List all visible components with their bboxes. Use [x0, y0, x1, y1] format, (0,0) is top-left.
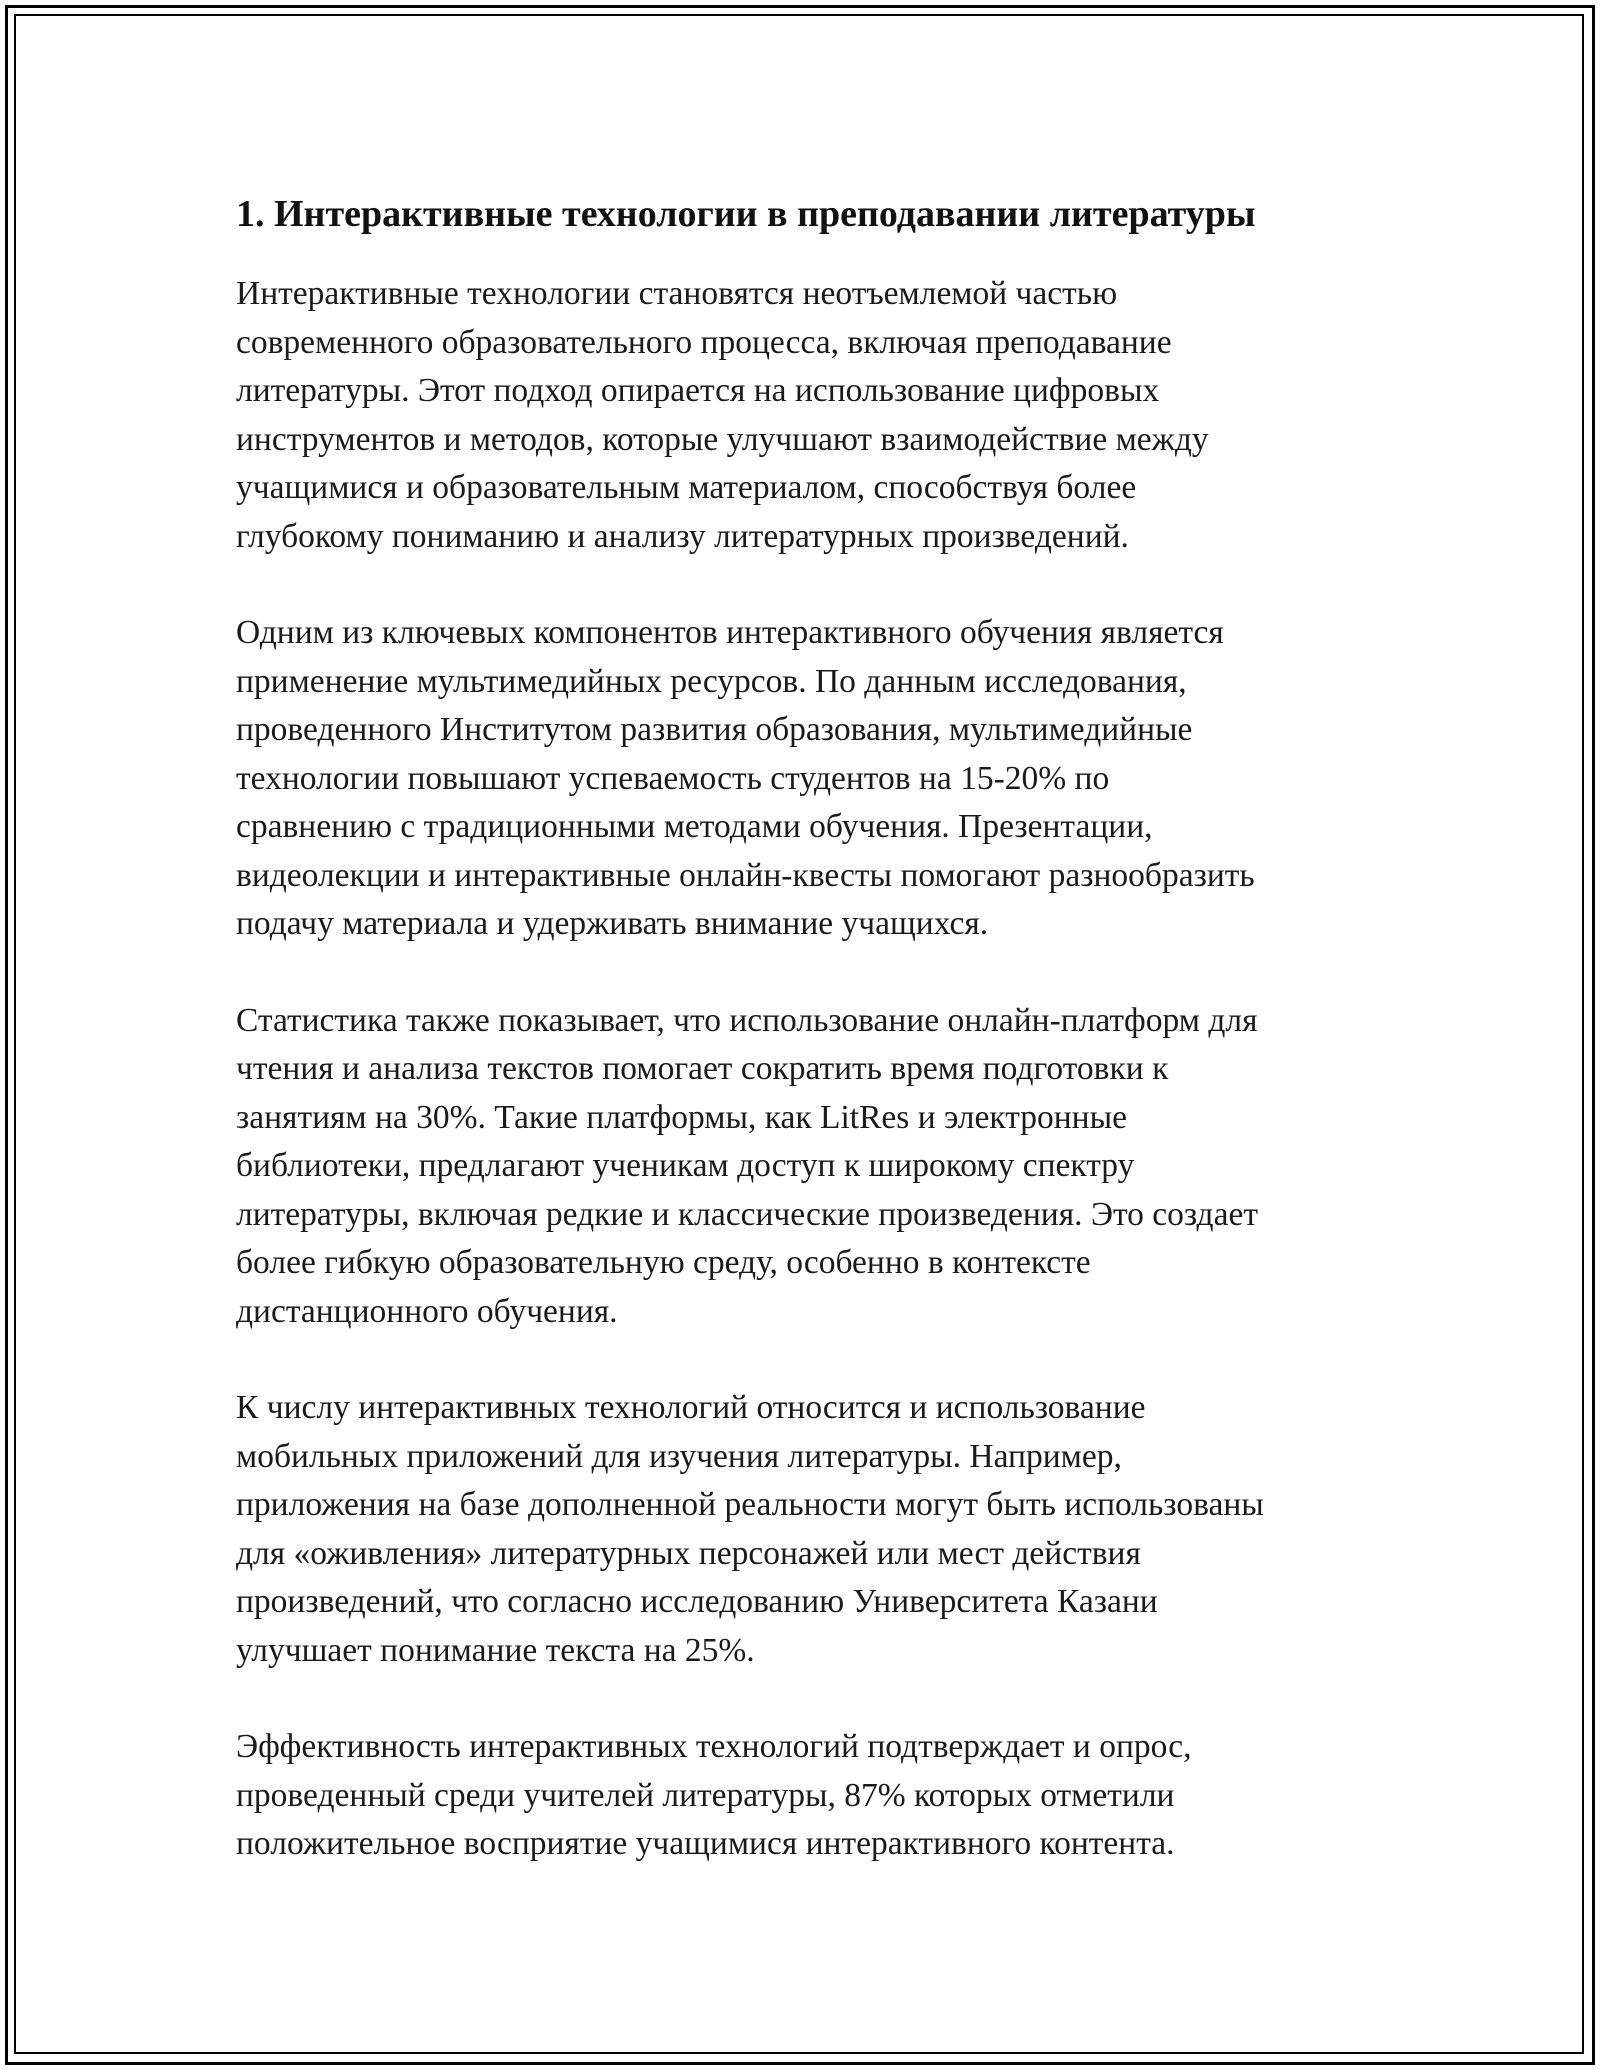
paragraph-1	[236, 270, 1376, 561]
paragraph-line: для «оживления» литературных персонажей или мест действия	[236, 1534, 1141, 1572]
paragraph-line: литературы, включая редкие и классические произведения. Это создает	[236, 1195, 1258, 1233]
paragraph-line: проведенный среди учителей литературы, 87% которых отметили	[236, 1776, 1175, 1814]
paragraph-line: улучшает понимание текста на 25%.	[236, 1631, 755, 1669]
paragraph-line: дистанционного обучения.	[236, 1292, 618, 1330]
paragraph-line: подачу материала и удерживать внимание учащихся.	[236, 905, 989, 942]
paragraph-line: мобильных приложений для изучения литературы. Например,	[236, 1437, 1122, 1475]
paragraph-line: положительное восприятие учащимися интерактивного контента.	[236, 1825, 1175, 1862]
paragraph-line: чтения и анализа текстов помогает сократить время подготовки к	[236, 1050, 1169, 1087]
paragraph-line: литературы. Этот подход опирается на использование цифровых	[236, 372, 1160, 409]
paragraph-line: современного образовательного процесса, включая преподавание	[236, 323, 1172, 361]
paragraph-line: Эффективность интерактивных технологий подтверждает и опрос,	[236, 1728, 1192, 1765]
section-title: 1. Интерактивные технологии в преподавании литературы	[236, 193, 1256, 235]
paragraph-line: учащимися и образовательным материалом, способствуя более	[236, 469, 1137, 506]
paragraph-line: занятиям на 30%. Такие платформы, как LitRes и электронные	[236, 1098, 1127, 1136]
paragraph-2	[236, 609, 1376, 949]
paragraph-line: более гибкую образовательную среду, особенно в контексте	[236, 1244, 1091, 1281]
paragraph-line: К числу интерактивных технологий относится и использование	[236, 1389, 1146, 1426]
paragraph-5	[236, 1723, 1376, 1869]
paragraph-line: Одним из ключевых компонентов интерактивного обучения является	[236, 614, 1224, 651]
paragraph-line: библиотеки, предлагают ученикам доступ к широкому спектру	[236, 1147, 1135, 1184]
paragraph-line: видеолекции и интерактивные онлайн-квесты помогают разнообразить	[236, 856, 1255, 894]
paragraph-line: Статистика также показывает, что использование онлайн-платформ для	[236, 1001, 1258, 1039]
paragraph-line: сравнению с традиционными методами обучения. Презентации,	[236, 808, 1153, 845]
paragraph-4	[236, 1384, 1376, 1675]
paragraph-line: глубокому пониманию и анализу литературных произведений.	[236, 517, 1129, 555]
paragraph-line: произведений, что согласно исследованию Университета Казани	[236, 1583, 1158, 1620]
paragraph-line: Интерактивные технологии становятся неотъемлемой частью	[236, 275, 1118, 312]
paragraph-line: приложения на базе дополненной реальности могут быть использованы	[236, 1486, 1264, 1523]
paragraph-3	[236, 997, 1376, 1337]
document-body	[236, 186, 1376, 1917]
paragraph-line: применение мультимедийных ресурсов. По данным исследования,	[236, 662, 1187, 700]
paragraph-line: инструментов и методов, которые улучшают взаимодействие между	[236, 420, 1209, 458]
paragraph-line: проведенного Институтом развития образования, мультимедийные	[236, 711, 1193, 748]
paragraph-line: технологии повышают успеваемость студентов на 15-20% по	[236, 759, 1110, 797]
